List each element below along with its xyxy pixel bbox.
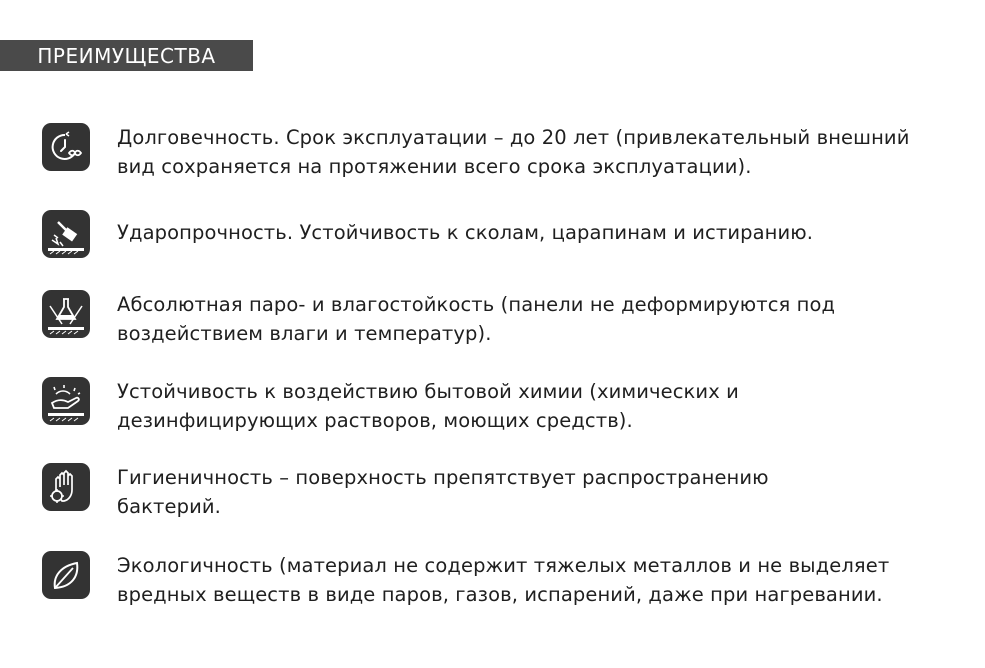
feature-item-hygiene	[42, 463, 962, 521]
feature-text: Устойчивость к воздействию бытовой химии (химических и дезинфицирующих растворов, моющих средств).	[117, 380, 739, 432]
feature-text: Абсолютная паро- и влагостойкость (панели не деформируются под воздействием влаги и температур).	[117, 293, 836, 345]
feature-text: Долговечность. Срок эксплуатации – до 20 лет (привлекательный внешний вид сохраняется на протяжении всего срока эксплуатации).	[117, 126, 910, 178]
flask-surface-icon	[42, 290, 90, 338]
feature-text: Ударопрочность. Устойчивость к сколам, царапинам и истиранию.	[117, 221, 814, 244]
cleaning-hand-icon	[42, 377, 90, 425]
feature-text: Гигиеничность – поверхность препятствует распространению бактерий.	[117, 466, 769, 518]
leaf-icon	[42, 551, 90, 599]
hammer-impact-icon	[42, 210, 90, 258]
hand-bacteria-icon	[42, 463, 90, 511]
feature-item-durability	[42, 123, 962, 181]
feature-text: Экологичность (материал не содержит тяжелых металлов и не выделяет вредных веществ в виде паров, газов, испарений, даже при нагревании.	[117, 554, 890, 606]
feature-item-moisture	[42, 290, 962, 348]
clock-infinity-icon	[42, 123, 90, 171]
feature-item-impact	[42, 210, 962, 258]
section-title: ПРЕИМУЩЕСТВА	[37, 43, 216, 68]
section-header	[0, 40, 253, 71]
feature-item-chemical	[42, 377, 962, 435]
feature-item-ecology	[42, 551, 962, 609]
